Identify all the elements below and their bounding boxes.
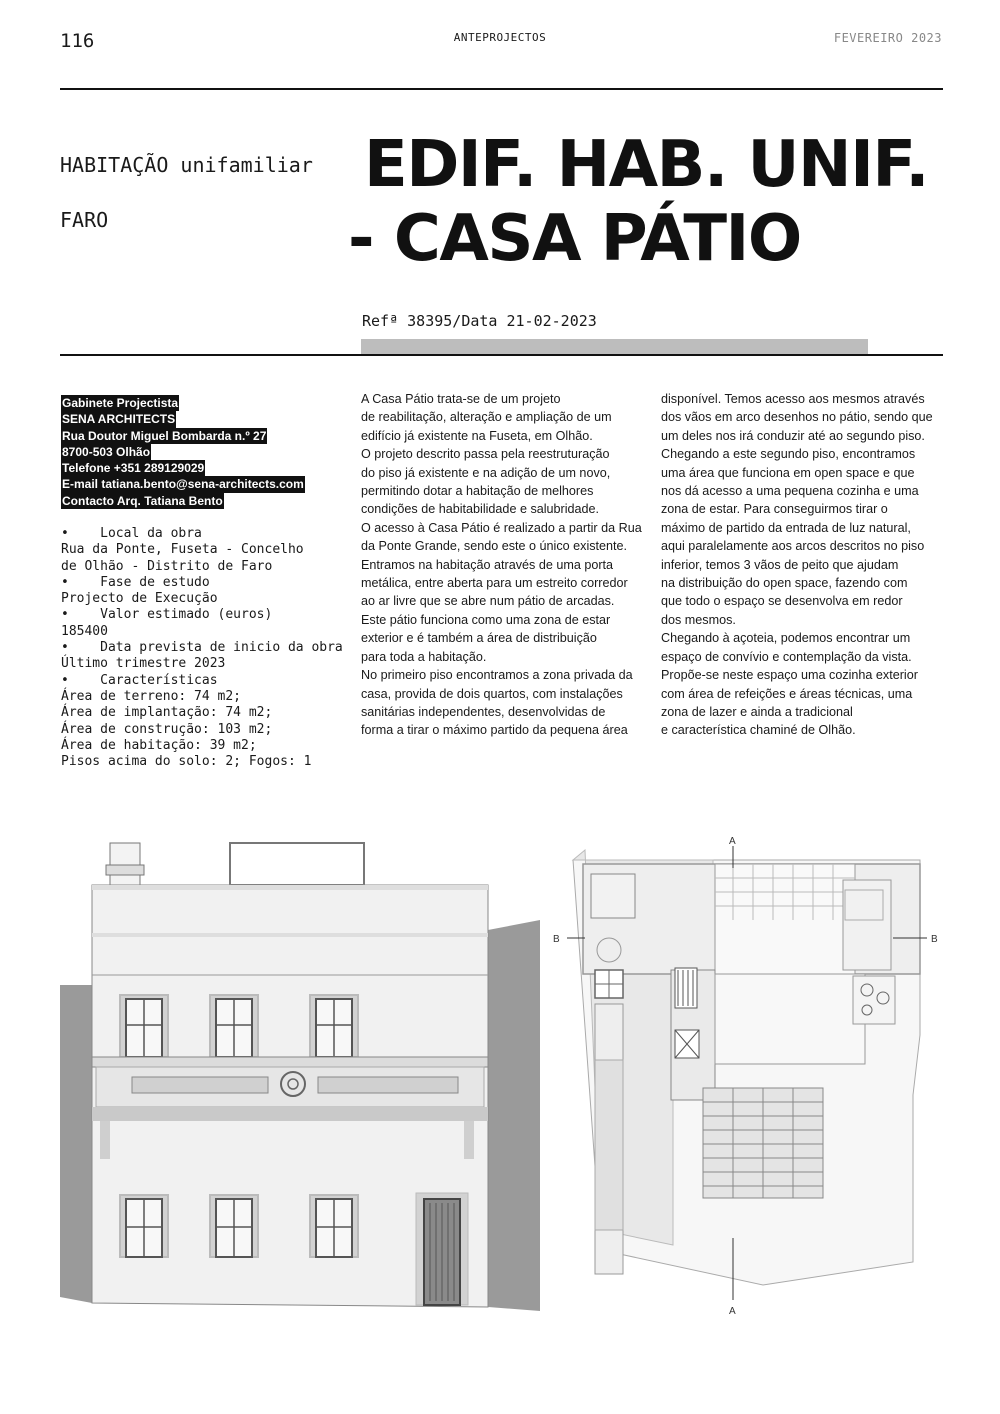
body-line: permitindo dotar a habitação de melhores xyxy=(361,484,594,499)
body-line: Chegando a este segundo piso, encontramos xyxy=(661,447,916,462)
body-line: ao ar livre que se abre num pátio de arcadas. xyxy=(361,594,615,609)
firm-line: Telefone +351 289129029 xyxy=(62,461,205,476)
body-line: exterior e é também a área de distribuição xyxy=(361,631,597,646)
spec-line: Rua da Ponte, Fuseta - Concelho xyxy=(61,542,304,558)
body-line: inferior, temos 3 vãos de peito que ajudam xyxy=(661,557,899,572)
body-line: Este pátio funciona como uma zona de estar xyxy=(361,612,611,627)
firm-line: Gabinete Projectista xyxy=(62,396,179,410)
title-line-1: EDIF. HAB. UNIF. xyxy=(364,128,928,202)
body-line: zona de estar. Para conseguirmos tirar o xyxy=(661,502,888,517)
body-line: zona de lazer e ainda a tradicional xyxy=(661,704,853,719)
body-line: uma área que funciona em open space e que xyxy=(661,465,915,480)
body-line: com área de refeições e áreas técnicas, uma xyxy=(661,686,913,701)
section-b-label-left: B xyxy=(553,934,560,945)
title-line-2: - CASA PÁTIO xyxy=(348,202,801,276)
body-line: que todo o espaço se desenvolva em redor xyxy=(661,594,903,609)
title-rule xyxy=(60,354,943,356)
body-line: casa, provida de dois quartos, com instalações xyxy=(361,686,623,701)
spec-line: de Olhão - Distrito de Faro xyxy=(61,558,273,574)
firm-email: E-mail tatiana.bento@sena-architects.com xyxy=(62,477,304,492)
spec-line: • Local da obra xyxy=(61,526,202,541)
project-location: FARO xyxy=(60,208,109,232)
spec-line: Pisos acima do solo: 2; Fogos: 1 xyxy=(61,754,312,770)
body-line: da Ponte Grande, sendo este o único existente. xyxy=(361,539,628,554)
body-line: nos dá acesso a uma pequena cozinha e uma xyxy=(661,484,919,499)
spec-line: Área de implantação: 74 m2; xyxy=(61,705,273,721)
body-line: A Casa Pátio trata-se de um projeto xyxy=(361,392,561,406)
body-line: disponível. Temos acesso aos mesmos através xyxy=(661,392,925,406)
section-a-label-bottom: A xyxy=(729,1306,736,1317)
body-line: dos vãos em arco desenhos no pátio, sendo que xyxy=(661,410,933,425)
body-line: dos mesmos. xyxy=(661,612,736,627)
firm-line: Contacto Arq. Tatiana Bento xyxy=(62,493,223,508)
reference-bar xyxy=(361,339,868,354)
project-specs xyxy=(61,526,351,770)
body-line: de reabilitação, alteração e ampliação de um xyxy=(361,410,612,425)
spec-line: Área de habitação: 39 m2; xyxy=(61,737,257,753)
firm-line: Rua Doutor Miguel Bombarda n.º 27 xyxy=(62,428,267,443)
spec-line: • Fase de estudo xyxy=(61,574,210,590)
body-line: para toda a habitação. xyxy=(361,649,487,664)
facade-elevation-drawing xyxy=(60,825,540,1335)
body-line: aqui paralelamente aos arcos descritos no piso xyxy=(661,539,925,554)
firm-contact-block xyxy=(61,395,305,509)
spec-line: Área de terreno: 74 m2; xyxy=(61,688,242,704)
spec-line: 185400 xyxy=(61,623,108,639)
body-column-1 xyxy=(361,390,646,740)
body-line: do piso já existente e na adição de um novo, xyxy=(361,465,611,480)
issue-date: FEVEREIRO 2023 xyxy=(833,31,942,45)
floor-plan-drawing xyxy=(553,830,943,1360)
body-column-2 xyxy=(661,390,946,740)
body-line: espaço de convívio e contemplação da vista. xyxy=(661,649,912,664)
spec-line: Projecto de Execução xyxy=(61,591,218,607)
spec-line: • Características xyxy=(61,672,218,688)
body-line: edifício já existente na Fuseta, em Olhão. xyxy=(361,428,593,443)
body-line: Propõe-se neste espaço uma cozinha exterior xyxy=(661,668,918,683)
page-number: 116 xyxy=(60,30,95,52)
body-line: sanitárias independentes, desenvolvidas de xyxy=(361,704,606,719)
spec-line: Último trimestre 2023 xyxy=(61,656,226,672)
body-line: na distribuição do open space, fazendo com xyxy=(661,576,908,591)
firm-line: 8700-503 Olhão xyxy=(62,444,151,459)
body-line: máximo de partido da entrada de luz natural, xyxy=(661,520,911,535)
spec-line: • Valor estimado (euros) xyxy=(61,607,273,623)
project-title xyxy=(348,128,948,276)
spec-line: • Data prevista de inicio da obra xyxy=(61,640,343,656)
body-line: forma a tirar o máximo partido da pequena área xyxy=(361,723,628,738)
body-line: No primeiro piso encontramos a zona privada da xyxy=(361,668,633,683)
firm-line: SENA ARCHITECTS xyxy=(62,412,176,427)
spec-line: Área de construção: 103 m2; xyxy=(61,721,273,737)
body-line: um deles nos irá conduzir até ao segundo piso. xyxy=(661,428,925,443)
body-line: e característica chaminé de Olhão. xyxy=(661,723,856,738)
body-line: condições de habitabilidade e salubridade. xyxy=(361,502,600,517)
project-category: HABITAÇÃO unifamiliar xyxy=(60,153,313,177)
body-line: O projeto descrito passa pela reestruturação xyxy=(361,447,610,462)
body-line: O acesso à Casa Pátio é realizado a partir da Rua xyxy=(361,520,642,535)
body-line: Entramos na habitação através de uma porta xyxy=(361,557,614,572)
section-a-label-top: A xyxy=(729,836,736,847)
body-line: Chegando à açoteia, podemos encontrar um xyxy=(661,631,911,646)
body-line: metálica, entre aberta para um estreito corredor xyxy=(361,576,628,591)
reference-number: Refª 38395/Data 21-02-2023 xyxy=(362,312,597,330)
section-b-label-right: B xyxy=(931,934,938,945)
section-name: ANTEPROJECTOS xyxy=(453,31,547,44)
header-rule xyxy=(60,88,943,90)
